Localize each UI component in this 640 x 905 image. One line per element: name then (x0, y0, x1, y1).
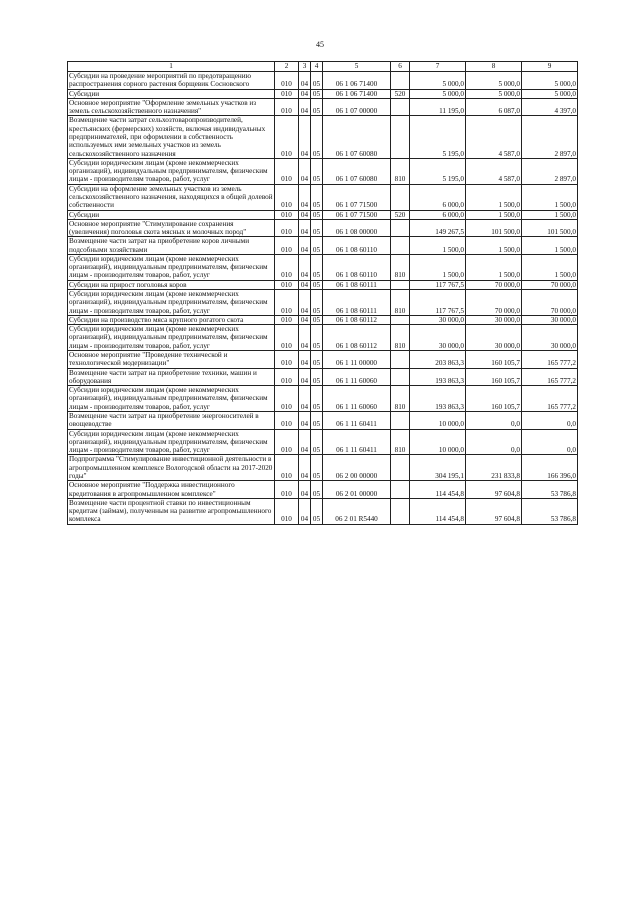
budget-table (67, 61, 578, 525)
amount-col8: 4 587,0 (466, 158, 522, 184)
code-subsection: 05 (311, 325, 323, 351)
code-expense-type (391, 72, 410, 90)
amount-col9: 101 500,0 (522, 219, 578, 237)
code-ministry: 010 (275, 429, 299, 455)
code-expense-type: 810 (391, 158, 410, 184)
code-section: 04 (299, 481, 311, 499)
code-ministry: 010 (275, 498, 299, 524)
code-section: 04 (299, 455, 311, 481)
amount-col9: 30 000,0 (522, 325, 578, 351)
amount-col7: 117 767,5 (410, 280, 466, 289)
amount-col9: 5 000,0 (522, 89, 578, 98)
code-subsection: 05 (311, 98, 323, 116)
amount-col8: 0,0 (466, 429, 522, 455)
code-section: 04 (299, 315, 311, 324)
table-row (68, 158, 578, 184)
code-target-article: 06 2 01 R5440 (323, 498, 391, 524)
table-row (68, 290, 578, 316)
code-subsection: 05 (311, 411, 323, 429)
code-section: 04 (299, 290, 311, 316)
code-target-article: 06 2 00 00000 (323, 455, 391, 481)
code-ministry: 010 (275, 386, 299, 412)
amount-col8: 160 105,7 (466, 368, 522, 386)
code-section: 04 (299, 210, 311, 219)
amount-col7: 304 195,1 (410, 455, 466, 481)
code-expense-type: 810 (391, 254, 410, 280)
code-ministry: 010 (275, 237, 299, 255)
code-subsection: 05 (311, 386, 323, 412)
row-name: Субсидии юридическим лицам (кроме некоммерческих организаций), индивидуальным предпринимателям, физическим лицам - производителям товаров, работ, услуг (68, 325, 275, 351)
row-name: Основное мероприятие "Стимулирование сохранения (увеличения) поголовья скота мясных и молочных пород" (68, 219, 275, 237)
row-name: Субсидии юридическим лицам (кроме некоммерческих организаций), индивидуальным предпринимателям, физическим лицам - производителям товаров, работ, услуг (68, 254, 275, 280)
code-section: 04 (299, 89, 311, 98)
column-header: 2 (275, 62, 299, 72)
amount-col9: 53 786,8 (522, 481, 578, 499)
amount-col7: 5 000,0 (410, 89, 466, 98)
amount-col8: 70 000,0 (466, 280, 522, 289)
code-target-article: 06 1 11 60060 (323, 368, 391, 386)
code-target-article: 06 1 08 60111 (323, 290, 391, 316)
amount-col8: 160 105,7 (466, 351, 522, 369)
amount-col8: 0,0 (466, 411, 522, 429)
code-target-article: 06 1 07 60080 (323, 158, 391, 184)
amount-col7: 149 267,5 (410, 219, 466, 237)
code-subsection: 05 (311, 116, 323, 158)
amount-col7: 5 195,0 (410, 116, 466, 158)
page-number: 45 (316, 40, 324, 49)
code-section: 04 (299, 98, 311, 116)
row-name: Субсидии на производство мяса крупного рогатого скота (68, 315, 275, 324)
row-name: Субсидии (68, 210, 275, 219)
amount-col8: 5 000,0 (466, 89, 522, 98)
amount-col7: 1 500,0 (410, 254, 466, 280)
code-section: 04 (299, 254, 311, 280)
code-ministry: 010 (275, 411, 299, 429)
amount-col9: 165 777,2 (522, 368, 578, 386)
column-header: 7 (410, 62, 466, 72)
table-row (68, 315, 578, 324)
code-target-article: 06 1 08 00000 (323, 219, 391, 237)
amount-col9: 70 000,0 (522, 280, 578, 289)
code-section: 04 (299, 429, 311, 455)
amount-col9: 4 397,0 (522, 98, 578, 116)
table-row (68, 219, 578, 237)
amount-col7: 10 000,0 (410, 411, 466, 429)
code-subsection: 05 (311, 498, 323, 524)
code-expense-type: 810 (391, 290, 410, 316)
amount-col8: 97 604,8 (466, 498, 522, 524)
code-section: 04 (299, 368, 311, 386)
code-target-article: 06 1 08 60110 (323, 237, 391, 255)
amount-col9: 70 000,0 (522, 290, 578, 316)
amount-col9: 0,0 (522, 411, 578, 429)
table-row (68, 72, 578, 90)
column-header: 9 (522, 62, 578, 72)
code-ministry: 010 (275, 219, 299, 237)
code-ministry: 010 (275, 325, 299, 351)
code-ministry: 010 (275, 210, 299, 219)
amount-col9: 1 500,0 (522, 184, 578, 210)
code-ministry: 010 (275, 315, 299, 324)
code-ministry: 010 (275, 481, 299, 499)
row-name: Подпрограмма "Стимулирование инвестиционной деятельности в агропромышленном комплексе Вологодской области на 2017-2020 годы" (68, 455, 275, 481)
amount-col9: 53 786,8 (522, 498, 578, 524)
code-target-article: 06 1 08 60112 (323, 315, 391, 324)
code-expense-type: 520 (391, 89, 410, 98)
code-section: 04 (299, 351, 311, 369)
column-header: 1 (68, 62, 275, 72)
amount-col7: 10 000,0 (410, 429, 466, 455)
amount-col8: 1 500,0 (466, 254, 522, 280)
amount-col8: 4 587,0 (466, 116, 522, 158)
code-ministry: 010 (275, 116, 299, 158)
code-subsection: 05 (311, 210, 323, 219)
row-name: Субсидии на прирост поголовья коров (68, 280, 275, 289)
table-row (68, 98, 578, 116)
row-name: Субсидии юридическим лицам (кроме некоммерческих организаций), индивидуальным предпринимателям, физическим лицам - производителям товаров, работ, услуг (68, 429, 275, 455)
amount-col9: 165 777,2 (522, 351, 578, 369)
code-ministry: 010 (275, 280, 299, 289)
amount-col7: 1 500,0 (410, 237, 466, 255)
amount-col8: 160 105,7 (466, 386, 522, 412)
amount-col9: 2 897,0 (522, 116, 578, 158)
code-ministry: 010 (275, 158, 299, 184)
amount-col8: 97 604,8 (466, 481, 522, 499)
column-header: 5 (323, 62, 391, 72)
amount-col7: 193 863,3 (410, 368, 466, 386)
code-expense-type (391, 237, 410, 255)
code-target-article: 06 1 11 60060 (323, 386, 391, 412)
row-name: Основное мероприятие "Проведение технической и технологической модернизации" (68, 351, 275, 369)
amount-col7: 193 863,3 (410, 386, 466, 412)
code-target-article: 06 1 08 60112 (323, 325, 391, 351)
code-expense-type (391, 368, 410, 386)
table-row (68, 237, 578, 255)
code-expense-type (391, 481, 410, 499)
code-expense-type: 810 (391, 325, 410, 351)
code-expense-type (391, 184, 410, 210)
amount-col8: 30 000,0 (466, 315, 522, 324)
code-expense-type (391, 98, 410, 116)
code-subsection: 05 (311, 184, 323, 210)
amount-col8: 6 087,0 (466, 98, 522, 116)
amount-col9: 165 777,2 (522, 386, 578, 412)
row-name: Субсидии юридическим лицам (кроме некоммерческих организаций), индивидуальным предпринимателям, физическим лицам - производителям товаров, работ, услуг (68, 158, 275, 184)
amount-col7: 6 000,0 (410, 210, 466, 219)
amount-col7: 11 195,0 (410, 98, 466, 116)
row-name: Основное мероприятие "Оформление земельных участков из земель сельскохозяйственного назначения" (68, 98, 275, 116)
code-subsection: 05 (311, 429, 323, 455)
amount-col9: 1 500,0 (522, 254, 578, 280)
amount-col7: 30 000,0 (410, 325, 466, 351)
table-row (68, 386, 578, 412)
table-row (68, 411, 578, 429)
code-subsection: 05 (311, 481, 323, 499)
amount-col7: 5 195,0 (410, 158, 466, 184)
amount-col8: 70 000,0 (466, 290, 522, 316)
amount-col8: 101 500,0 (466, 219, 522, 237)
table-row (68, 325, 578, 351)
row-name: Субсидии на проведение мероприятий по предотвращению распространения сорного растения борщевик Сосновского (68, 72, 275, 90)
code-section: 04 (299, 72, 311, 90)
code-section: 04 (299, 219, 311, 237)
code-target-article: 06 1 07 60080 (323, 116, 391, 158)
table-body (68, 72, 578, 525)
code-target-article: 06 1 08 60111 (323, 280, 391, 289)
code-expense-type (391, 455, 410, 481)
code-subsection: 05 (311, 219, 323, 237)
table-row (68, 210, 578, 219)
code-section: 04 (299, 280, 311, 289)
code-subsection: 05 (311, 280, 323, 289)
code-section: 04 (299, 184, 311, 210)
amount-col8: 1 500,0 (466, 184, 522, 210)
code-section: 04 (299, 386, 311, 412)
code-target-article: 06 1 11 00000 (323, 351, 391, 369)
code-target-article: 06 1 06 71400 (323, 72, 391, 90)
amount-col9: 2 897,0 (522, 158, 578, 184)
table-row (68, 89, 578, 98)
code-target-article: 06 1 08 60110 (323, 254, 391, 280)
amount-col7: 117 767,5 (410, 290, 466, 316)
table-row (68, 351, 578, 369)
code-section: 04 (299, 116, 311, 158)
amount-col8: 1 500,0 (466, 210, 522, 219)
row-name: Субсидии (68, 89, 275, 98)
table-row (68, 184, 578, 210)
row-name: Возмещение части затрат на приобретение энергоносителей в овощеводстве (68, 411, 275, 429)
code-ministry: 010 (275, 455, 299, 481)
amount-col9: 1 500,0 (522, 237, 578, 255)
amount-col7: 5 000,0 (410, 72, 466, 90)
amount-col9: 5 000,0 (522, 72, 578, 90)
amount-col8: 30 000,0 (466, 325, 522, 351)
code-section: 04 (299, 325, 311, 351)
code-ministry: 010 (275, 290, 299, 316)
column-header: 3 (299, 62, 311, 72)
code-subsection: 05 (311, 158, 323, 184)
code-expense-type: 520 (391, 210, 410, 219)
row-name: Возмещение части затрат на приобретение коров личными подсобными хозяйствами (68, 237, 275, 255)
code-ministry: 010 (275, 184, 299, 210)
code-ministry: 010 (275, 98, 299, 116)
column-header: 4 (311, 62, 323, 72)
code-ministry: 010 (275, 351, 299, 369)
code-section: 04 (299, 498, 311, 524)
code-subsection: 05 (311, 315, 323, 324)
code-subsection: 05 (311, 254, 323, 280)
table-row (68, 116, 578, 158)
table-row (68, 280, 578, 289)
row-name: Возмещение части затрат сельхозтоваропроизводителей, крестьянских (фермерских) хозяйств, включая индивидуальных предпринимателей, при оформлении в собственность используемых ими земельных участков из земель сельскохозяйственного назначения (68, 116, 275, 158)
code-expense-type (391, 498, 410, 524)
code-expense-type (391, 280, 410, 289)
code-target-article: 06 1 11 60411 (323, 411, 391, 429)
row-name: Субсидии юридическим лицам (кроме некоммерческих организаций), индивидуальным предпринимателям, физическим лицам - производителям товаров, работ, услуг (68, 290, 275, 316)
table-row (68, 481, 578, 499)
amount-col8: 231 833,8 (466, 455, 522, 481)
amount-col7: 30 000,0 (410, 315, 466, 324)
code-ministry: 010 (275, 368, 299, 386)
amount-col9: 166 396,0 (522, 455, 578, 481)
table-row (68, 429, 578, 455)
amount-col9: 0,0 (522, 429, 578, 455)
row-name: Основное мероприятие "Поддержка инвестиционного кредитования в агропромышленном комплексе" (68, 481, 275, 499)
row-name: Субсидии на оформление земельных участков из земель сельскохозяйственного назначения, находящихся в общей долевой собственности (69, 184, 273, 210)
code-target-article: 06 2 01 00000 (323, 481, 391, 499)
code-section: 04 (299, 237, 311, 255)
column-header: 6 (391, 62, 410, 72)
amount-col7: 114 454,8 (410, 498, 466, 524)
code-subsection: 05 (311, 368, 323, 386)
code-target-article: 06 1 07 71500 (323, 184, 391, 210)
code-subsection: 05 (311, 455, 323, 481)
code-ministry: 010 (275, 72, 299, 90)
code-ministry: 010 (275, 254, 299, 280)
code-expense-type (391, 351, 410, 369)
amount-col9: 1 500,0 (522, 210, 578, 219)
code-expense-type (391, 219, 410, 237)
amount-col8: 5 000,0 (466, 72, 522, 90)
code-section: 04 (299, 411, 311, 429)
column-header: 8 (466, 62, 522, 72)
code-target-article: 06 1 06 71400 (323, 89, 391, 98)
code-expense-type (391, 116, 410, 158)
code-section: 04 (299, 158, 311, 184)
table-row (68, 254, 578, 280)
code-expense-type: 810 (391, 386, 410, 412)
header-row (68, 62, 578, 72)
table-row (68, 368, 578, 386)
code-target-article: 06 1 07 71500 (323, 210, 391, 219)
code-target-article: 06 1 11 60411 (323, 429, 391, 455)
table-row (68, 498, 578, 524)
code-subsection: 05 (311, 237, 323, 255)
code-subsection: 05 (311, 290, 323, 316)
amount-col8: 1 500,0 (466, 237, 522, 255)
code-subsection: 05 (311, 72, 323, 90)
row-name: Возмещение части затрат на приобретение техники, машин и оборудования (68, 368, 275, 386)
row-name: Субсидии юридическим лицам (кроме некоммерческих организаций), индивидуальным предпринимателям, физическим лицам - производителям товаров, работ, услуг (68, 386, 275, 412)
table-row (68, 455, 578, 481)
code-expense-type (391, 411, 410, 429)
code-expense-type (391, 315, 410, 324)
amount-col9: 30 000,0 (522, 315, 578, 324)
amount-col7: 114 454,8 (410, 481, 466, 499)
code-expense-type: 810 (391, 429, 410, 455)
code-target-article: 06 1 07 00000 (323, 98, 391, 116)
code-ministry: 010 (275, 89, 299, 98)
code-subsection: 05 (311, 89, 323, 98)
amount-col7: 6 000,0 (410, 184, 466, 210)
row-name: Возмещение части процентной ставки по инвестиционным кредитам (займам), полученным на развитие агропромышленного комплекса (68, 498, 275, 524)
amount-col7: 203 863,3 (410, 351, 466, 369)
code-subsection: 05 (311, 351, 323, 369)
